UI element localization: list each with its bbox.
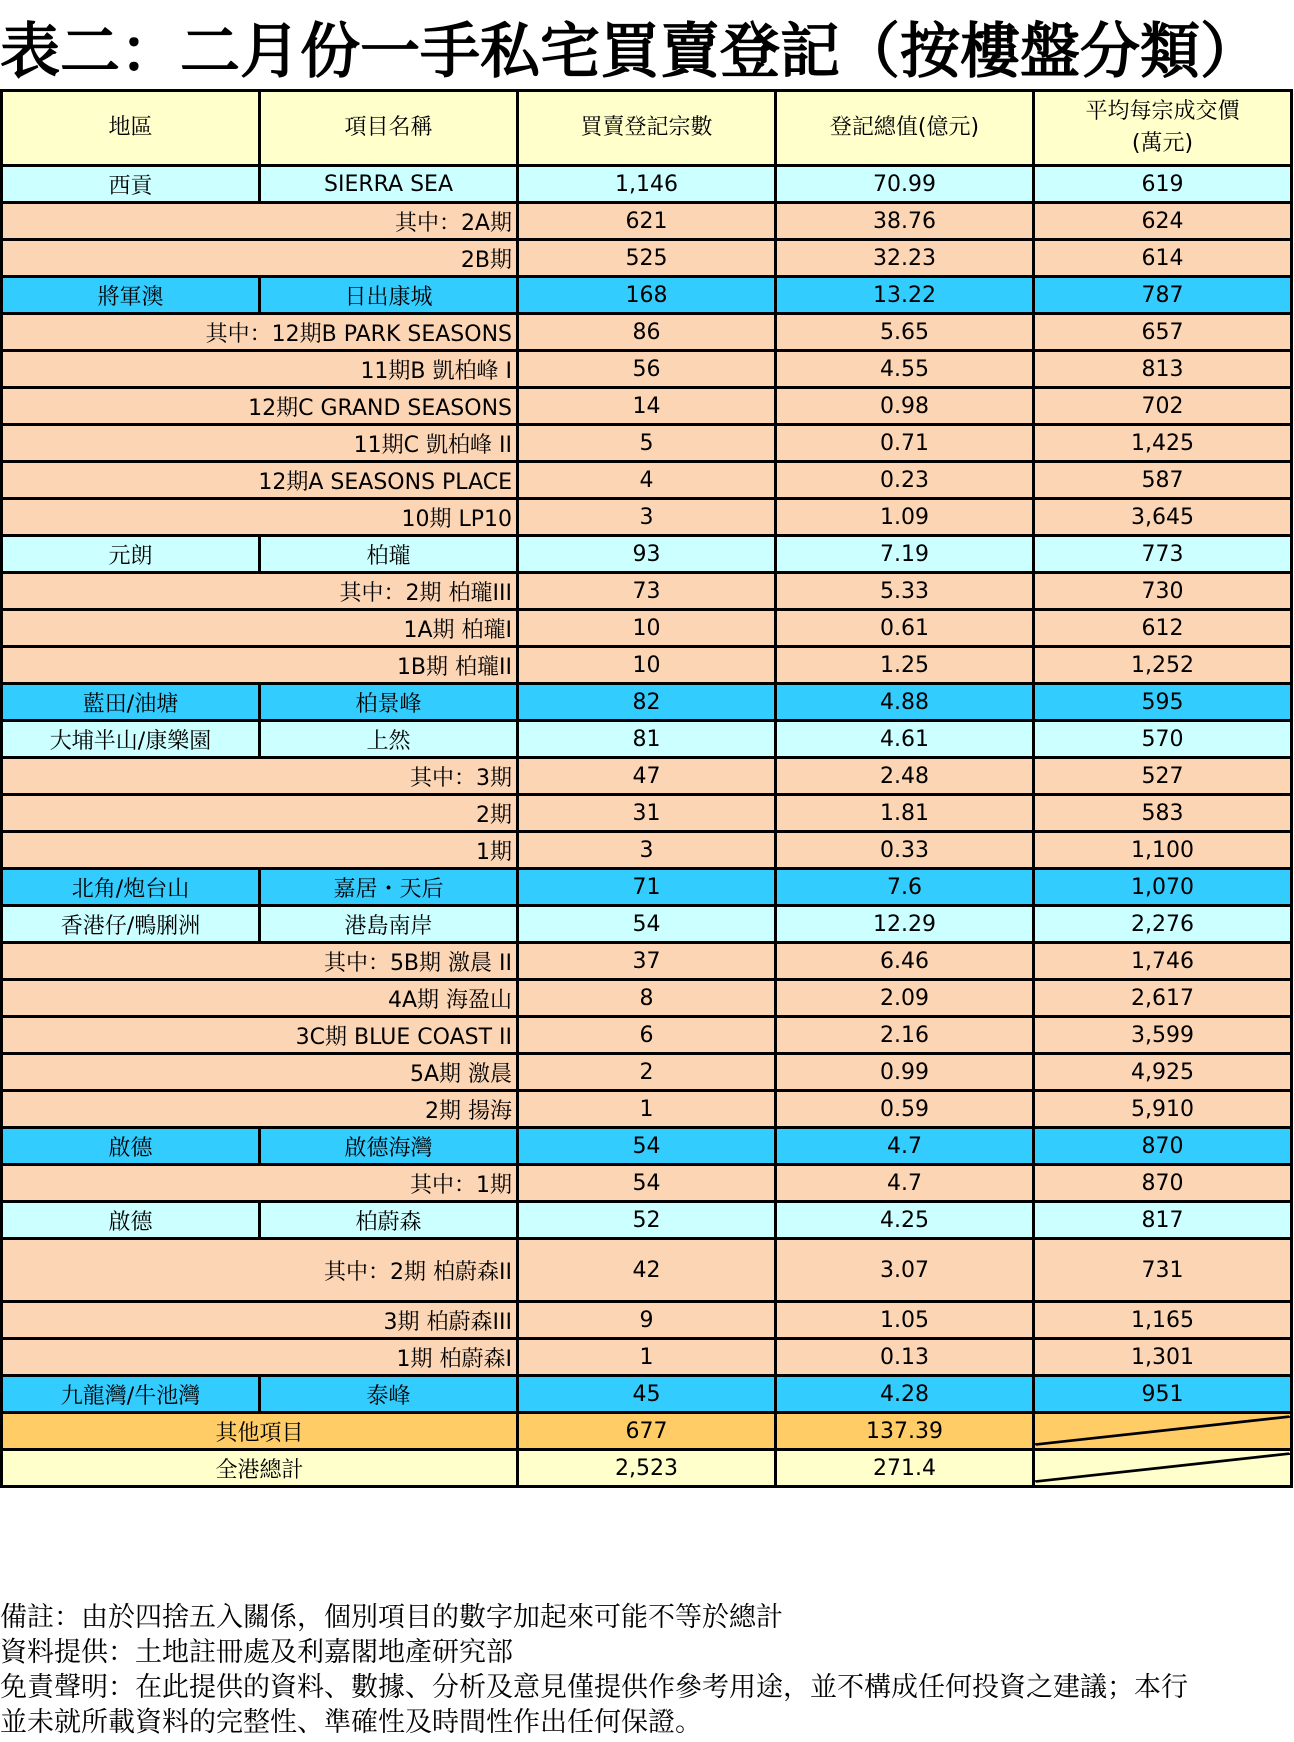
diagonal-slash-icon [1035,1414,1290,1448]
project-name-cell: 1期 柏蔚森I [2,1339,518,1376]
table-row [2,499,1292,536]
table-row [2,1017,1292,1054]
avg-price-cell: 2,276 [1034,906,1292,943]
avg-price-cell: 731 [1034,1239,1292,1302]
count-cell: 10 [518,610,776,647]
value-cell: 4.7 [776,1128,1034,1165]
empty-slash-cell [1034,1450,1292,1487]
table-row [2,1450,1292,1487]
table-row [2,647,1292,684]
project-name-cell: 4A期 海盈山 [2,980,518,1017]
value-cell: 4.25 [776,1202,1034,1239]
count-cell: 677 [518,1413,776,1450]
count-cell: 54 [518,906,776,943]
count-cell: 9 [518,1302,776,1339]
table-row [2,351,1292,388]
district-cell: 九龍灣/牛池灣 [2,1376,260,1413]
table-row [2,536,1292,573]
project-name-cell: 2期 [2,795,518,832]
count-cell: 52 [518,1202,776,1239]
project-name-cell: 港島南岸 [260,906,518,943]
value-cell: 2.48 [776,758,1034,795]
table-row [2,166,1292,203]
value-cell: 1.09 [776,499,1034,536]
value-cell: 13.22 [776,277,1034,314]
count-cell: 4 [518,462,776,499]
table-row [2,721,1292,758]
avg-price-cell: 3,599 [1034,1017,1292,1054]
table-row [2,1165,1292,1202]
project-name-cell: 柏瓏 [260,536,518,573]
value-cell: 4.7 [776,1165,1034,1202]
count-cell: 56 [518,351,776,388]
table-row [2,869,1292,906]
district-cell: 北角/炮台山 [2,869,260,906]
avg-price-cell: 787 [1034,277,1292,314]
count-cell: 525 [518,240,776,277]
avg-price-cell: 595 [1034,684,1292,721]
note-disclaimer-2: 並未就所載資料的完整性、準確性及時間性作出任何保證。 [0,1707,702,1738]
project-name-cell: 1期 [2,832,518,869]
count-cell: 54 [518,1165,776,1202]
value-cell: 7.19 [776,536,1034,573]
project-name-cell: 其中：2A期 [2,203,518,240]
value-cell: 0.61 [776,610,1034,647]
district-cell: 西貢 [2,166,260,203]
header-avg [1034,91,1292,166]
project-name-cell: 其中：1期 [2,1165,518,1202]
table-row [2,1239,1292,1302]
project-name-cell: 全港總計 [2,1450,518,1487]
value-cell: 2.16 [776,1017,1034,1054]
project-name-cell: 嘉居・天后 [260,869,518,906]
project-name-cell: 1A期 柏瓏I [2,610,518,647]
project-name-cell: 3期 柏蔚森III [2,1302,518,1339]
project-name-cell: 柏蔚森 [260,1202,518,1239]
count-cell: 71 [518,869,776,906]
table-row [2,1302,1292,1339]
project-name-cell: 10期 LP10 [2,499,518,536]
count-cell: 1 [518,1091,776,1128]
avg-price-cell: 614 [1034,240,1292,277]
avg-price-cell: 813 [1034,351,1292,388]
table-row [2,1339,1292,1376]
count-cell: 47 [518,758,776,795]
table-row [2,758,1292,795]
value-cell: 1.81 [776,795,1034,832]
avg-price-cell: 657 [1034,314,1292,351]
avg-price-cell: 587 [1034,462,1292,499]
page-title: 表二：二月份一手私宅買賣登記（按樓盤分類） [0,17,1260,87]
table-row [2,1054,1292,1091]
table-header [2,91,1292,166]
table-row [2,1202,1292,1239]
project-name-cell: 泰峰 [260,1376,518,1413]
avg-price-cell: 527 [1034,758,1292,795]
count-cell: 81 [518,721,776,758]
count-cell: 10 [518,647,776,684]
value-cell: 5.65 [776,314,1034,351]
count-cell: 31 [518,795,776,832]
district-cell: 元朗 [2,536,260,573]
value-cell: 0.59 [776,1091,1034,1128]
project-name-cell: 上然 [260,721,518,758]
project-name-cell: 其他項目 [2,1413,518,1450]
table-row [2,832,1292,869]
header-avg-line1: 平均每宗成交價 [1085,99,1240,124]
table-row [2,388,1292,425]
value-cell: 70.99 [776,166,1034,203]
value-cell: 1.25 [776,647,1034,684]
district-cell: 香港仔/鴨脷洲 [2,906,260,943]
district-cell: 大埔半山/康樂園 [2,721,260,758]
avg-price-cell: 2,617 [1034,980,1292,1017]
header-district: 地區 [2,91,260,166]
project-name-cell: 其中：2期 柏瓏III [2,573,518,610]
header-count: 買賣登記宗數 [518,91,776,166]
table-row [2,980,1292,1017]
value-cell: 271.4 [776,1450,1034,1487]
project-name-cell: SIERRA SEA [260,166,518,203]
avg-price-cell: 619 [1034,166,1292,203]
diagonal-slash-icon [1035,1451,1290,1485]
value-cell: 0.33 [776,832,1034,869]
value-cell: 4.88 [776,684,1034,721]
project-name-cell: 5A期 激晨 [2,1054,518,1091]
table-row [2,314,1292,351]
avg-price-cell: 702 [1034,388,1292,425]
count-cell: 82 [518,684,776,721]
count-cell: 3 [518,832,776,869]
empty-slash-cell [1034,1413,1292,1450]
district-cell: 啟德 [2,1202,260,1239]
avg-price-cell: 1,165 [1034,1302,1292,1339]
count-cell: 5 [518,425,776,462]
avg-price-cell: 1,100 [1034,832,1292,869]
value-cell: 32.23 [776,240,1034,277]
table-row [2,462,1292,499]
table-row [2,425,1292,462]
count-cell: 2,523 [518,1450,776,1487]
table-row [2,277,1292,314]
count-cell: 2 [518,1054,776,1091]
project-name-cell: 日出康城 [260,277,518,314]
count-cell: 93 [518,536,776,573]
table-row [2,684,1292,721]
avg-price-cell: 583 [1034,795,1292,832]
avg-price-cell: 1,746 [1034,943,1292,980]
header-value: 登記總值(億元) [776,91,1034,166]
avg-price-cell: 773 [1034,536,1292,573]
project-name-cell: 啟德海灣 [260,1128,518,1165]
value-cell: 5.33 [776,573,1034,610]
avg-price-cell: 1,070 [1034,869,1292,906]
table-row [2,906,1292,943]
table-row [2,610,1292,647]
project-name-cell: 2期 揚海 [2,1091,518,1128]
value-cell: 12.29 [776,906,1034,943]
project-name-cell: 11期B 凱柏峰 I [2,351,518,388]
note-disclaimer-1: 免責聲明：在此提供的資料、數據、分析及意見僅提供作參考用途，並不構成任何投資之建議；本行 [0,1672,1188,1703]
avg-price-cell: 4,925 [1034,1054,1292,1091]
table-row [2,573,1292,610]
project-name-cell: 其中：2期 柏蔚森II [2,1239,518,1302]
table-row [2,795,1292,832]
count-cell: 1,146 [518,166,776,203]
note-source: 資料提供：土地註冊處及利嘉閣地產研究部 [0,1637,513,1668]
value-cell: 0.71 [776,425,1034,462]
value-cell: 38.76 [776,203,1034,240]
avg-price-cell: 3,645 [1034,499,1292,536]
count-cell: 14 [518,388,776,425]
notes [0,1600,1294,1740]
avg-price-cell: 612 [1034,610,1292,647]
table-row [2,1376,1292,1413]
sales-table [0,89,1293,1488]
count-cell: 6 [518,1017,776,1054]
project-name-cell: 3C期 BLUE COAST II [2,1017,518,1054]
count-cell: 1 [518,1339,776,1376]
project-name-cell: 2B期 [2,240,518,277]
project-name-cell: 其中：12期B PARK SEASONS [2,314,518,351]
avg-price-cell: 730 [1034,573,1292,610]
value-cell: 0.13 [776,1339,1034,1376]
value-cell: 2.09 [776,980,1034,1017]
value-cell: 0.23 [776,462,1034,499]
avg-price-cell: 1,425 [1034,425,1292,462]
table-row [2,1128,1292,1165]
district-cell: 將軍澳 [2,277,260,314]
district-cell: 藍田/油塘 [2,684,260,721]
project-name-cell: 11期C 凱柏峰 II [2,425,518,462]
value-cell: 6.46 [776,943,1034,980]
count-cell: 621 [518,203,776,240]
value-cell: 3.07 [776,1239,1034,1302]
project-name-cell: 其中：3期 [2,758,518,795]
header-project: 項目名稱 [260,91,518,166]
avg-price-cell: 951 [1034,1376,1292,1413]
count-cell: 54 [518,1128,776,1165]
avg-price-cell: 624 [1034,203,1292,240]
avg-price-cell: 1,252 [1034,647,1292,684]
table-row [2,1091,1292,1128]
count-cell: 42 [518,1239,776,1302]
project-name-cell: 其中：5B期 激晨 II [2,943,518,980]
count-cell: 3 [518,499,776,536]
table-row [2,943,1292,980]
avg-price-cell: 870 [1034,1128,1292,1165]
note-remark: 備註：由於四捨五入關係，個別項目的數字加起來可能不等於總計 [0,1602,783,1633]
table-row [2,203,1292,240]
avg-price-cell: 870 [1034,1165,1292,1202]
avg-price-cell: 570 [1034,721,1292,758]
value-cell: 0.98 [776,388,1034,425]
table-row [2,240,1292,277]
count-cell: 8 [518,980,776,1017]
avg-price-cell: 817 [1034,1202,1292,1239]
district-cell: 啟德 [2,1128,260,1165]
value-cell: 4.61 [776,721,1034,758]
value-cell: 1.05 [776,1302,1034,1339]
table-row [2,1413,1292,1450]
count-cell: 168 [518,277,776,314]
count-cell: 73 [518,573,776,610]
value-cell: 0.99 [776,1054,1034,1091]
count-cell: 37 [518,943,776,980]
avg-price-cell: 1,301 [1034,1339,1292,1376]
project-name-cell: 12期A SEASONS PLACE [2,462,518,499]
value-cell: 4.28 [776,1376,1034,1413]
value-cell: 137.39 [776,1413,1034,1450]
project-name-cell: 柏景峰 [260,684,518,721]
project-name-cell: 1B期 柏瓏II [2,647,518,684]
value-cell: 7.6 [776,869,1034,906]
value-cell: 4.55 [776,351,1034,388]
count-cell: 86 [518,314,776,351]
avg-price-cell: 5,910 [1034,1091,1292,1128]
header-avg-line2: (萬元) [1131,131,1194,156]
project-name-cell: 12期C GRAND SEASONS [2,388,518,425]
count-cell: 45 [518,1376,776,1413]
